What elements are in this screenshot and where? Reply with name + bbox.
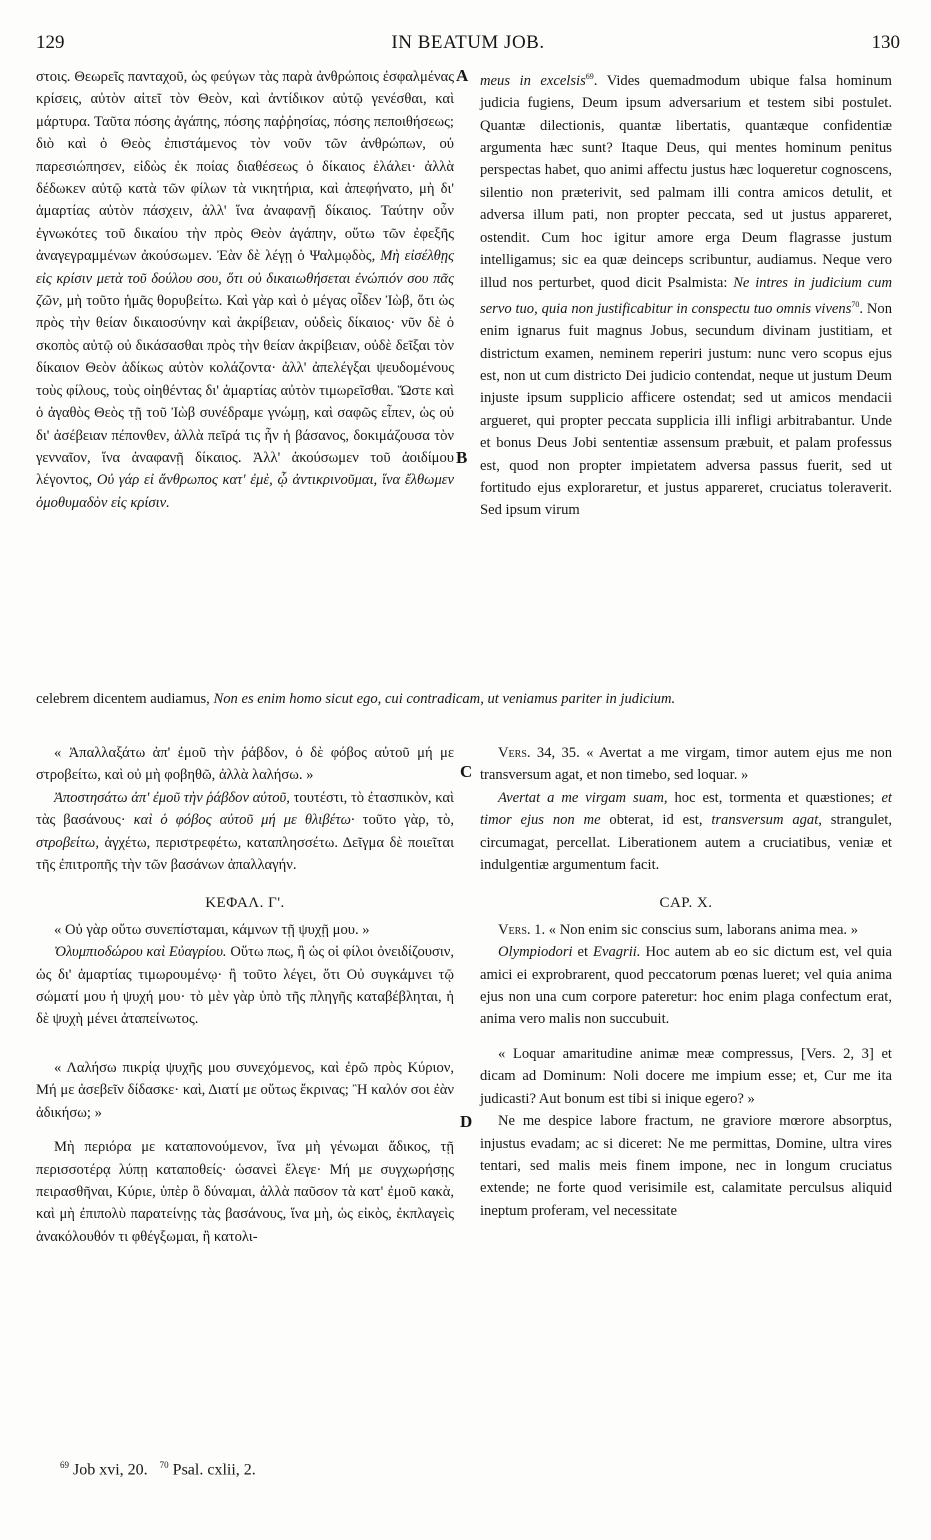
- greek-commentary-1: Ὀλυμπιοδώρου καὶ Εὐαγρίου. Οὕτω πως, ἢ ὡς οἱ φίλοι ὀνειδίζουσιν, ὡς δι' ἁμαρτίας τιμωρουμένῳ· ἢ τοῦτο λέγει, ὅτι Οὐ συγκάμνει τῷ σώματί μου ἡ ψυχή μου· τὸ μὲν γὰρ ὑπὸ τῆς πληγῆς καταβέβληται, ἡ δὲ ψυχὴ μένει ἀταπείνωτος.: [36, 944, 455, 1028]
- greek-commentary-2: Μὴ περιόρα με καταπονούμενον, ἵνα μὴ γένωμαι ἄδικος, τῇ περισσοτέρᾳ λύπῃ καταποθείς· ὡσανεὶ ἔλεγε· Μή με συγχωρήσῃς πειρασθῆναι, Κύριε, ὑπὲρ ὃ δύναμαι, ἀλλὰ παῦσον τὰ κατ' ἐμοῦ κακὰ, καὶ μὴ ἐπιπολὺ παρατείνῃς τὰς βασάνους, ἵνα μὴ, ὡς εἰκὸς, ἐκπλαγεὶς ἀνακόλουθόν τι φθέγξωμαι, ἢ κατολι-: [36, 1139, 454, 1245]
- latin-chapter-heading: CAP. X.: [659, 895, 713, 912]
- spanning-line: celebrem dicentem audiamus, Non es enim homo sicut ego, cui contradicam, ut veniamus pariter in judicium.: [36, 691, 676, 707]
- latin-commentary-34: Avertat a me virgam suam, hoc est, tormenta et quæstiones; et timor ejus non me obterat, id est, transversum agat, strangulet, circumagat, percellat. Liberationem autem a cruciatibus, veniæ et indulgentiæ argumentum facit.: [480, 789, 892, 874]
- greek-verse-2: « Λαλήσω πικρίᾳ ψυχῆς μου συνεχόμενος, καὶ ἐρῶ πρὸς Κύριον, Μή με ἀσεβεῖν δίδασκε· καὶ, Διατί με οὕτως ἔκρινας; Ἢ καλόν σοι ἐὰν ἀδικήσω; »: [36, 1059, 454, 1121]
- latin-verse-34: Vers. 34, 35. « Avertat a me virgam, timor autem ejus me non transversum agat, et non timebo, sed loquar. »: [480, 745, 892, 784]
- footnotes: $^{69}$ Job xvi, 20. $^{70}$ Psal. cxlii, 2.: [60, 1460, 256, 1479]
- latin-commentary-2: Ne me despice labore fractum, ne graviore mœrore absorptus, injustus evadam; ac si diceret: Ne me permittas, Domine, ultra vires tentari, sed malis meis finem impone, nec in longum cruciatus extende; ne forte quod verisimile est, calamitate perculsus aliquid ineptum proferam, vel necessitate: [480, 1113, 892, 1219]
- greek-column: [36, 66, 454, 514]
- running-header: [36, 32, 900, 62]
- greek-paragraph-1: στοις. Θεωρεῖς πανταχοῦ, ὡς φεύγων τὰς παρὰ ἀνθρώποις ἐσφαλμένας κρίσεις, αὐτὸν αἰτεῖ τὸν Θεὸν, καὶ ἀντίδικον αὐτῷ γενέσθαι, καὶ μάρτυρα. Ταῦτα πόσης ἀγάπης, πόσης παῤῥησίας, πόσης πεποιθήσεως; διὸ καὶ ὁ Θεὸς ἐπιστάμενος τὸν νοῦν τῶν ἀνθρώπων, οὐ παρεσιώπησεν, εἰδὼς ἐκ ποίας διαθέσεως ὁ δίκαιος ἐλάλει· ἀλλὰ δέδωκεν αὐτῷ κατὰ τῶν φίλων τὰ νικητήρια, καὶ ἀπεφήνατο, μὴ δι' ἁμαρτίας αὐτὸν πάσχειν, ἀλλ' ἵνα ἀναφανῇ δίκαιος. Ταύτην οὖν ἐγνωκότες τοῦ δικαίου τὴν πρὸς Θεὸν ἀγάπην, οὕτω τῶν ἐφεξῆς ἀναγεγραμμένων ἀκούσωμεν. Ἐὰν δὲ λέγῃ ὁ Ψαλμῳδὸς, Μὴ εἰσέλθῃς εἰς κρίσιν μετὰ τοῦ δούλου σου, ὅτι οὐ δικαιωθήσεται ἐνώπιόν σου πᾶς ζῶν, μὴ τοῦτο ἡμᾶς θορυβείτω. Καὶ γὰρ καὶ ὁ μέγας οἶδεν Ἰὼβ, ὅτι ὡς πρὸς τὴν θείαν δικαιοσύνην καὶ ἀκρίβειαν, οὐδεὶς δίκαιος· νῦν δὲ ὁ σκοπὸς αὐτῷ οὐ δικάσασθαι πρὸς τὴν θείαν ἀκρίβειαν, οὐδὲ δεῖξαι τὸν δίκαιον Θεὸν ἀδίκως αὐτὸν κολάζοντα· ἀλλ' ἀπελέγξαι ψευδομένους τοὺς φίλους, τοὺς οἰηθέντας δι' ἁμαρτίας αὐτὸν τιμωρεῖσθαι. Ὥστε καὶ ὁ ἀγαθὸς Θεὸς τῇ τοῦ Ἰὼβ συνέδραμε γνώμῃ, καὶ σαφῶς εἶπεν, ὡς οὐ δι' ἀσέβειαν πέπονθεν, ἀλλὰ πεῖρά τις ἦν ἡ βάσανος, δοκιμάζουσα τὸν γενναῖον, ἵνα ἀναφανῇ δίκαιος. Ἀλλ' ἀκούσωμεν τοῦ ἀοιδίμου λέγοντος, Οὐ γάρ εἰ ἄνθρωπος κατ' ἐμὲ, ᾧ ἀντικρινοῦμαι, ἵνα ἔλθωμεν ὁμοθυμαδὸν εἰς κρίσιν.: [36, 69, 454, 511]
- latin-verse-2: « Loquar amaritudine animæ meæ compressus, [Vers. 2, 3] et dicam ad Dominum: Noli docere me impium esse; et, Cur me ita judicasti? Aut bonum est tibi si inique egero? »: [480, 1045, 892, 1107]
- page-number-left: 129: [36, 32, 65, 53]
- greek-verse-34: « Ἀπαλλαξάτω ἀπ' ἐμοῦ τὴν ῥάβδον, ὁ δὲ φόβος αὐτοῦ μή με στροβείτω, καὶ οὐ μὴ φοβηθῶ, ἀλλὰ λαλήσω. »: [36, 745, 454, 784]
- footnote-70: Psal. cxlii, 2.: [172, 1461, 256, 1479]
- latin-commentary-1: Olympiodori et Evagrii. Hoc autem ab eo sic dictum est, vel quia amici ei exprobrarent, quod peccatorum pœnas lueret; vel quia anima ejus non una cum corpore pateretur: hoc enim plaga confectum erat, anima vero malis non succubuit.: [480, 944, 893, 1028]
- footnote-69: Job xvi, 20.: [73, 1461, 148, 1479]
- margin-letter-d: D: [460, 1112, 473, 1131]
- running-title: IN BEATUM JOB.: [391, 32, 545, 53]
- latin-paragraph-1: meus in excelsis$^{69}$. Vides quemadmodum ubique falsa hominum judicia fugiens, Deum ipsum adversarium et testem sibi postulet. Quantæ dilectionis, quantæ libertatis, quantæque confidentiæ argumenta hæc sunt? Itaque Deus, qui mentes hominum penitus perspectas habet, quo animi affectu justus hæc loqueretur cognoscens, silentio non præterivit, sed palmam illi contra amicos detulit, et adversa illum pati, non propter peccata, sed ut justus appareret, ostendit. Cum hoc igitur amore erga Deum flagrasse justum intelligamus; sic ea quæ deinceps scribuntur, audiamus. Neque vero illud nos perturbet, quod dicit Psalmista: Ne intres in judicium cum servo tuo, quia non justificabitur in conspectu tuo omnis vivens$^{70}$. Non enim ignarus fuit magnus Jobus, secundum divinam justitiam, et districtum examen, neminem reperiri justum: nunc vero scopus ejus est, non ut cum districto Dei judicio contendat, neque ut justum Deum injuste ipsum supplicio afficere ostendat; sed ut amicos mendacii argueret, qui propter peccata supplicia illi infligi arbitrabantur. Unde et bonus Deus Jobi sententiæ assensum præbuit, et palam professus est, quod non propter impietatem adversa passus fuerit, sed ut fortitudo ejus exploraretur, et justus appareret, cruciatus toleraverit. Sed ipsum virum: [480, 72, 892, 519]
- latin-column-lower: [480, 742, 892, 1222]
- greek-verse-1: « Οὐ γὰρ οὕτω συνεπίσταμαι, κάμνων τῇ ψυχῇ μου. »: [54, 921, 370, 938]
- greek-chapter-heading: ΚΕΦΑΛ. Γ'.: [205, 895, 285, 912]
- page-number-right: 130: [871, 32, 900, 53]
- margin-letter-a: A: [456, 66, 469, 85]
- margin-letter-c: C: [460, 762, 473, 781]
- greek-commentary-34: Ἀποστησάτω ἀπ' ἐμοῦ τὴν ῥάβδον αὐτοῦ, τουτέστι, τὸ ἐτασπικὸν, καὶ τὰς βασάνους· καὶ ὁ φόβος αὐτοῦ μή με θλιβέτω· τοῦτο γὰρ, τὸ, στροβείτω, ἀγχέτω, περιστρεφέτω, καταπλησσέτω. Δεῖγμα δὲ ποιεῖται τῆς ἐπιτροπῆς τὴν τῶν βασάνων ἀπαλλαγήν.: [36, 789, 454, 874]
- greek-column-lower: [36, 742, 454, 1248]
- latin-verse-1: Vers. 1. « Non enim sic conscius sum, laborans anima mea. »: [498, 921, 859, 938]
- latin-column: [480, 66, 892, 522]
- margin-letter-b: B: [456, 448, 468, 467]
